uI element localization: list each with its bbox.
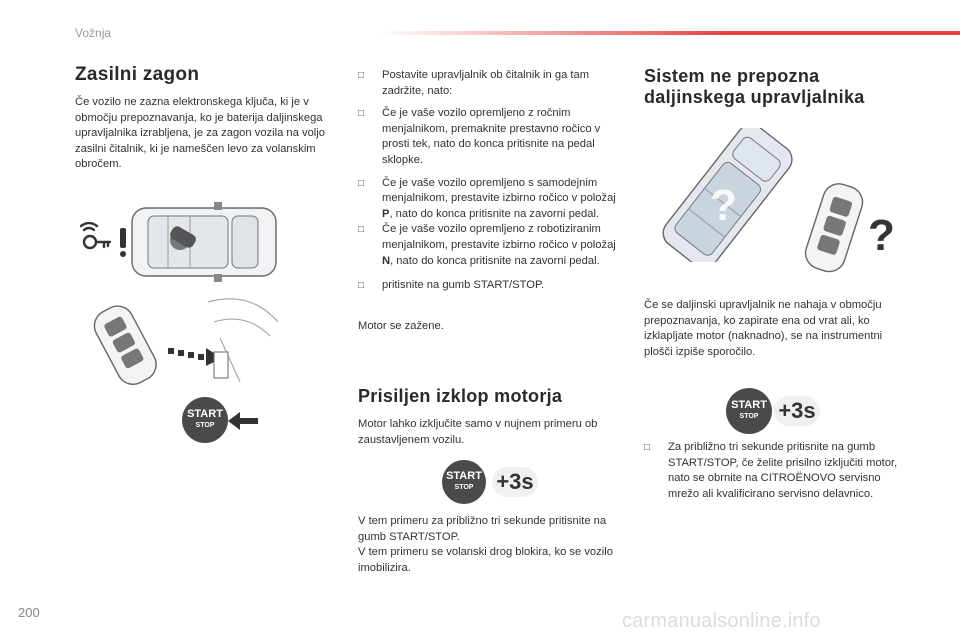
list-item <box>644 440 904 502</box>
bullet-icon: □ <box>358 280 365 292</box>
prisiljen-instruction-1: V tem primeru za približno tri sekunde pritisnite na gumb START/STOP. <box>358 515 607 543</box>
steps-list <box>358 68 628 294</box>
list-item-text: pritisnite na gumb START/STOP. <box>382 279 545 292</box>
stop-label: STOP <box>195 422 215 429</box>
list-item <box>358 176 628 223</box>
arrow-left-icon <box>228 412 258 430</box>
hold-3s-badge: +3s <box>774 396 820 426</box>
list-item <box>358 278 628 294</box>
list-item-text: Če je vaše vozilo opremljeno z ročnim menjalnikom, premaknite prestavno ročico v prosti tek, nato do konca pritisnite na pedal sklopke. <box>382 107 601 166</box>
section-title: Vožnja <box>75 26 112 40</box>
bullet-icon: □ <box>358 177 365 189</box>
list-item-text: Postavite upravljalnik ob čitalnik in ga tam zadržite, nato: <box>382 69 590 97</box>
zasilni-text: Če vozilo ne zazna elektronskega ključa, ki je v območju prepoznavanja, ko je baterija daljinskega upravljalnika izrabljena, je za zagon vozila na voljo zasilni čitalnik, ki je nameščen levo za volanskim obročem. <box>75 96 325 171</box>
header-divider <box>380 31 960 35</box>
list-item <box>358 222 628 269</box>
heading-prisiljen-izklop: Prisiljen izklop motorja <box>358 386 563 406</box>
bullet-icon: □ <box>358 224 365 236</box>
stop-label: STOP <box>454 484 474 491</box>
watermark: carmanualsonline.info <box>622 610 821 632</box>
question-mark-icon: ? <box>868 211 895 260</box>
key-fob-illustration <box>800 180 870 276</box>
bullet-icon: □ <box>358 108 365 120</box>
list-item-text: Če je vaše vozilo opremljeno s samodejnim menjalnikom, prestavite izbirno ročico v položaj P, nato do konca pritisnite na zavorni pedal. <box>382 176 616 220</box>
prisiljen-instruction-2: V tem primeru se volanski drog blokira, ko se vozilo imobilizira. <box>358 546 613 574</box>
question-mark-overlay: ? <box>710 181 737 230</box>
sistem-text: Če se daljinski upravljalnik ne nahaja v območju prepoznavanja, ko zapirate ena od vrat ali, ko izklapljate motor (naknadno), se na instrumentni plošči izpiše sporočilo. <box>644 299 883 358</box>
list-item <box>358 68 628 99</box>
bullet-icon: □ <box>644 442 651 453</box>
start-stop-button-icon <box>182 397 228 443</box>
list-item-text: Če je vaše vozilo opremljeno z robotiziranim menjalnikom, prestavite izbirno ročico v položaj N, nato do konca pritisnite na zavorni pedal. <box>382 223 616 267</box>
heading-zasilni-zagon: Zasilni zagon <box>75 64 200 85</box>
motor-starts-text: Motor se zažene. <box>358 320 444 332</box>
start-label: START <box>187 408 223 420</box>
prisiljen-instructions <box>358 514 633 576</box>
prisiljen-text: Motor lahko izključite samo v nujnem primeru ob zaustavljenem vozilu. <box>358 418 598 446</box>
start-stop-button-icon <box>726 388 772 434</box>
start-stop-button-icon <box>442 460 486 504</box>
car-topview-illustration <box>128 200 280 286</box>
list-item-text: Za približno tri sekunde pritisnite na gumb START/STOP, če želite prisilno izključiti motor, nato se obrnite na CITROËNOVO servisno mrežo ali kvalificirano servisno delavnico. <box>668 441 898 500</box>
bullet-icon: □ <box>358 70 365 81</box>
sistem-instruction <box>644 440 904 509</box>
hold-3s-badge: +3s <box>492 467 538 497</box>
stop-label: STOP <box>739 413 759 420</box>
key-fob-reader-illustration <box>90 292 280 386</box>
start-label: START <box>446 470 482 482</box>
car-unknown-key-illustration <box>652 128 800 262</box>
page-number: 200 <box>18 605 40 620</box>
start-label: START <box>731 399 767 411</box>
list-item <box>358 106 628 168</box>
heading-sistem-ne-prepozna: Sistem ne prepozna daljinskega upravljalnika <box>644 66 865 107</box>
